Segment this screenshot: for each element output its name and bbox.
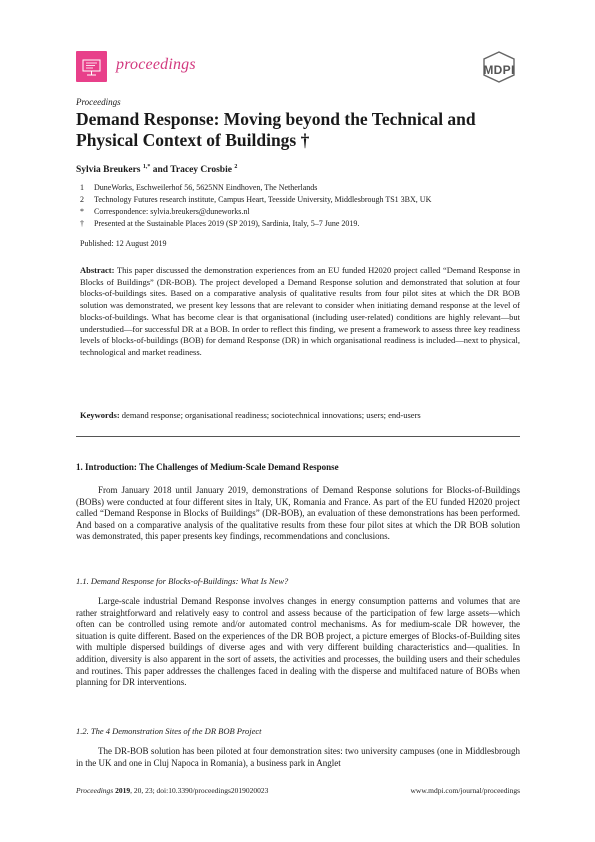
abstract xyxy=(80,265,520,359)
affiliation-text: DuneWorks, Eschweilerhof 56, 5625NN Eindhoven, The Netherlands xyxy=(94,183,318,192)
footer-journal: Proceedings xyxy=(76,786,114,795)
affiliation-mark: * xyxy=(80,207,84,216)
footer-url[interactable]: www.mdpi.com/journal/proceedings xyxy=(410,786,520,795)
journal-name: proceedings xyxy=(116,56,196,73)
paper-title: Demand Response: Moving beyond the Technical and Physical Context of Buildings † xyxy=(76,109,476,150)
correspondence-text[interactable]: Correspondence: sylvia.breukers@duneworks.nl xyxy=(94,207,250,216)
abstract-label: Abstract: xyxy=(80,265,115,275)
author-name: Tracey Crosbie xyxy=(170,165,232,175)
author-affiliation-mark: 2 xyxy=(234,163,238,170)
author-name: Sylvia Breukers xyxy=(76,165,141,175)
body-paragraph: Large-scale industrial Demand Response involves changes in energy consumption patterns and volumes that are rather straightforward and relatively easy to control and assess because of the participation of few large assets—which often can be controlled using remote and/or automated control mechanisms. As for medium-scale DR however, the situation is quite different. Based on the experiences of the DR BOB project, a picture emerges of Blocks-of-Building sites with multiple dispersed buildings of diverse ages and with very different building characteristics and—qualities. In addition, diversity is also apparent in the sort of assets, the activities and processes, the building users and their schedules and routines. This paper addresses the challenges faced in dealing with the disperse and multifaced nature of BOBs when planning for DR interventions. xyxy=(76,596,520,688)
subsection-heading: 1.1. Demand Response for Blocks-of-Buildings: What Is New? xyxy=(76,576,289,586)
subsection-heading: 1.2. The 4 Demonstration Sites of the DR BOB Project xyxy=(76,726,262,736)
author-affiliation-mark: 1,* xyxy=(142,163,151,170)
affiliation-mark: † xyxy=(80,219,84,228)
keywords-text: demand response; organisational readiness; sociotechnical innovations; users; end-users xyxy=(121,410,421,420)
body-paragraph: The DR-BOB solution has been piloted at four demonstration sites: two university campuses (one in Middlesbrough in the UK and one in Cluj Napoca in Romania), a business park in Anglet xyxy=(76,746,520,768)
publisher-name: MDPI xyxy=(483,63,515,77)
mdpi-logo-icon xyxy=(480,50,518,84)
affiliation-mark: 1 xyxy=(80,183,84,192)
affiliation-item xyxy=(76,194,526,206)
author-conjunction: and xyxy=(152,165,169,175)
affiliation-item xyxy=(76,182,526,194)
footer-year: 2019 xyxy=(115,786,131,795)
abstract-text: This paper discussed the demonstration experiences from an EU funded H2020 project called “Demand Response in Blocks of Buildings” (DR-BOB). The project developed a Demand Response solution and demonstrated that solution at four blocks-of-buildings sites. Based on a comparative analysis of qualitative results from four pilot sites at which the DR BOB solution was demonstrated, we present key lessons that are relevant to consider when initiating demand response at the level of blocks-of-buildings. What has become clear is that organisational (including user-related) conditions are highly relevant—but understudied—for successful DR at a BOB. In order to reflect this finding, we present a framework to assess three key readiness levels of blocks-of-buildings (BOB) for demand Response (DR) in which organisational readiness is included—next to physical, technological and market readiness. xyxy=(80,265,520,357)
presentation-note xyxy=(76,218,526,230)
footer-doi: , 20, 23; doi:10.3390/proceedings2019020023 xyxy=(130,786,269,795)
published-date: Published: 12 August 2019 xyxy=(80,239,167,248)
keywords-label: Keywords: xyxy=(80,410,120,420)
footer-citation xyxy=(76,786,268,795)
keywords xyxy=(80,409,525,421)
body-paragraph: From January 2018 until January 2019, demonstrations of Demand Response solutions for Blocks-of-Buildings (BOBs) were conducted at four different sites in Italy, UK, Romania and France. As part of the EU funded H2020 project called “Demand Response in Blocks of Buildings” (DR-BOB), an evaluation of these demonstrations has been performed. And based on a comparative analysis of the qualitative results from these four pilot sites at which the DR BOB solution was demonstrated, this paper presents key findings, recommendations and conclusions. xyxy=(76,485,520,542)
article-type: Proceedings xyxy=(76,97,121,107)
presentation-note-text: Presented at the Sustainable Places 2019 (SP 2019), Sardinia, Italy, 5–7 June 2019. xyxy=(94,219,360,228)
affiliation-mark: 2 xyxy=(80,195,84,204)
section-heading: 1. Introduction: The Challenges of Medium-Scale Demand Response xyxy=(76,462,339,472)
correspondence xyxy=(76,206,526,218)
proceedings-logo-icon xyxy=(76,51,107,82)
affiliation-text: Technology Futures research institute, Campus Heart, Teesside University, Middlesbrough TS1 3BX, UK xyxy=(94,195,432,204)
section-divider xyxy=(76,436,520,437)
author-list xyxy=(76,165,237,175)
